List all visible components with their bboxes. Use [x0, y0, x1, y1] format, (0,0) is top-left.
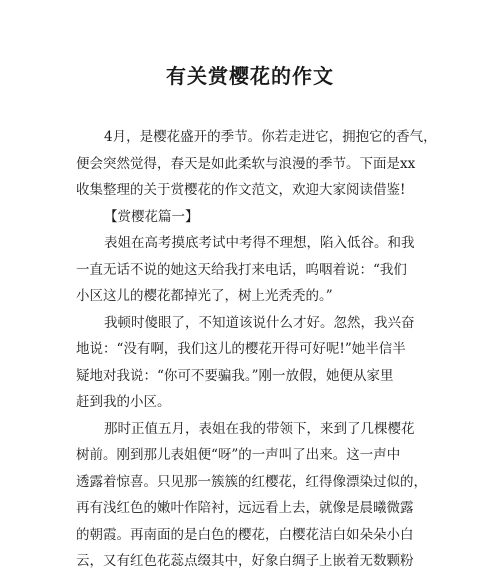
text-line: 透露着惊喜。只见那一簇簇的红樱花，红得像漂染过似的，: [76, 473, 427, 490]
text-line: 赶到我的小区。: [76, 394, 171, 410]
text-line: 小区这儿的樱花都掉光了，树上光秃秃的。”: [76, 288, 333, 304]
text-line: 【赏樱花篇一】: [104, 208, 199, 225]
article-body: [76, 124, 436, 575]
text-line: 一直无话不说的她这天给我打来电话，呜咽着说：“我们: [76, 261, 407, 278]
text-line: 便会突然觉得，春天是如此柔软与浪漫的季节。下面是xx: [76, 155, 416, 172]
text-line: 再有浅红色的嫩叶作陪衬，远远看上去，就像是晨曦微露: [76, 500, 414, 516]
document-title: 有关赏樱花的作文: [166, 64, 334, 88]
text-line: 树前。刚到那儿表姐便“呀”的一声叫了出来。这一声中: [76, 447, 401, 463]
text-line: 云，又有红色花蕊点缀其中，好象白绸子上嵌着无数颗粉: [76, 553, 414, 569]
text-line: 4月，是樱花盛开的季节。你若走进它，拥抱它的香气，: [104, 129, 437, 145]
text-line: 那时正值五月，表姐在我的带领下，来到了几棵樱花: [104, 420, 415, 437]
text-line: 疑地对我说：“你可不要骗我。”刚一放假，她便从家里: [76, 367, 394, 384]
text-line: 地说：“没有啊，我们这儿的樱花开得可好呢!”她半信半: [76, 341, 406, 357]
text-line: 我顿时傻眼了，不知道该说什么才好。忽然，我兴奋: [104, 314, 415, 331]
text-line: 表姐在高考摸底考试中考得不理想，陷入低谷。和我: [104, 235, 415, 251]
text-line: 的朝霞。再南面的是白色的樱花，白樱花洁白如朵朵小白: [76, 526, 414, 543]
text-line: 收集整理的关于赏樱花的作文范文，欢迎大家阅读借鉴!: [76, 182, 406, 198]
